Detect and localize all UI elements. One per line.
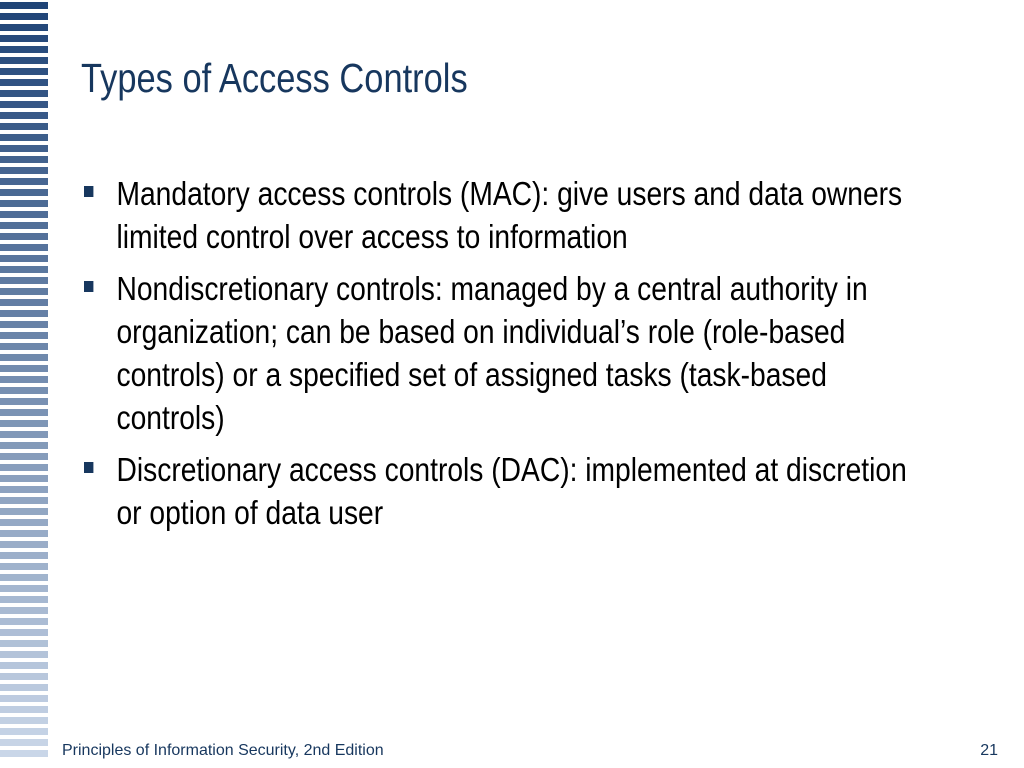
stripe-bar — [0, 101, 48, 108]
stripe-bar — [0, 145, 48, 152]
stripe-bar — [0, 68, 48, 75]
bullet-text: Discretionary access controls (DAC): implemented at discretion or option of data user — [116, 451, 907, 531]
stripe-bar — [0, 178, 48, 185]
stripe-bar — [0, 222, 48, 229]
stripe-bar — [0, 574, 48, 581]
stripe-bar — [0, 266, 48, 273]
bullet-text: Mandatory access controls (MAC): give users and data owners limited control over access to information — [116, 175, 903, 255]
stripe-bar — [0, 563, 48, 570]
stripe-bar — [0, 310, 48, 317]
stripe-bar — [0, 750, 48, 757]
slide-title: Types of Access Controls — [81, 55, 468, 101]
stripe-bar — [0, 541, 48, 548]
stripe-bar — [0, 189, 48, 196]
stripe-bar — [0, 200, 48, 207]
square-bullet-icon — [84, 186, 93, 197]
stripe-bar — [0, 13, 48, 20]
stripe-bar — [0, 244, 48, 251]
square-bullet-icon — [84, 281, 93, 292]
stripe-bar — [0, 376, 48, 383]
stripe-bar — [0, 673, 48, 680]
stripe-bar — [0, 211, 48, 218]
left-stripe-decoration — [0, 0, 48, 768]
stripe-bar — [0, 343, 48, 350]
stripe-bar — [0, 365, 48, 372]
stripe-bar — [0, 2, 48, 9]
stripe-bar — [0, 519, 48, 526]
stripe-bar — [0, 24, 48, 31]
stripe-bar — [0, 717, 48, 724]
stripe-bar — [0, 167, 48, 174]
stripe-bar — [0, 134, 48, 141]
stripe-bar — [0, 398, 48, 405]
stripe-bar — [0, 508, 48, 515]
stripe-bar — [0, 354, 48, 361]
stripe-bar — [0, 321, 48, 328]
stripe-bar — [0, 387, 48, 394]
stripe-bar — [0, 728, 48, 735]
stripe-bar — [0, 585, 48, 592]
stripe-bar — [0, 739, 48, 746]
stripe-bar — [0, 607, 48, 614]
stripe-bar — [0, 431, 48, 438]
bullet-item — [84, 267, 930, 439]
stripe-bar — [0, 629, 48, 636]
stripe-bar — [0, 277, 48, 284]
stripe-bar — [0, 442, 48, 449]
stripe-bar — [0, 486, 48, 493]
stripe-bar — [0, 35, 48, 42]
stripe-bar — [0, 46, 48, 53]
stripe-bar — [0, 420, 48, 427]
stripe-bar — [0, 299, 48, 306]
stripe-bar — [0, 255, 48, 262]
stripe-bar — [0, 651, 48, 658]
stripe-bar — [0, 530, 48, 537]
stripe-bar — [0, 662, 48, 669]
footer-page-number: 21 — [980, 742, 998, 759]
stripe-bar — [0, 79, 48, 86]
stripe-bar — [0, 57, 48, 64]
stripe-bar — [0, 464, 48, 471]
stripe-bar — [0, 123, 48, 130]
stripe-bar — [0, 332, 48, 339]
stripe-bar — [0, 695, 48, 702]
bullet-item — [84, 448, 930, 534]
stripe-bar — [0, 552, 48, 559]
stripe-bar — [0, 475, 48, 482]
stripe-bar — [0, 618, 48, 625]
bullet-text: Nondiscretionary controls: managed by a central authority in organization; can be based on individual’s role (role-based controls) or a specified set of assigned tasks (task-based controls) — [116, 270, 868, 436]
stripe-bar — [0, 596, 48, 603]
square-bullet-icon — [84, 462, 93, 473]
stripe-bar — [0, 233, 48, 240]
stripe-bar — [0, 453, 48, 460]
stripe-bar — [0, 497, 48, 504]
bullet-item — [84, 172, 930, 258]
stripe-bar — [0, 684, 48, 691]
stripe-bar — [0, 409, 48, 416]
footer-book-title: Principles of Information Security, 2nd Edition — [62, 742, 384, 759]
stripe-bar — [0, 112, 48, 119]
stripe-bar — [0, 640, 48, 647]
stripe-bar — [0, 90, 48, 97]
stripe-bar — [0, 288, 48, 295]
stripe-bar — [0, 706, 48, 713]
stripe-bar — [0, 156, 48, 163]
bullet-list — [84, 172, 930, 543]
